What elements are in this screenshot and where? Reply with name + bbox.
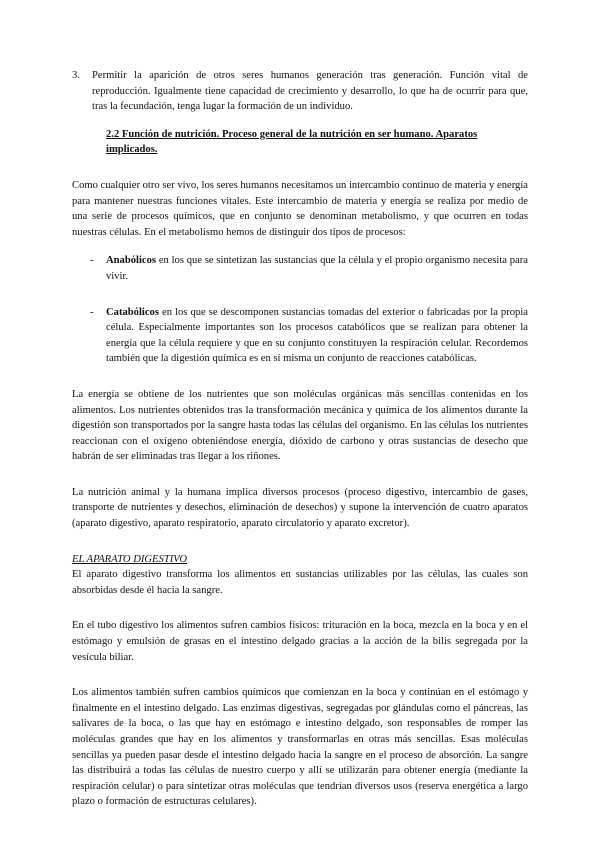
physical-changes-paragraph: En el tubo digestivo los alimentos sufren cambios físicos: trituración en la boca, mezcla en la boca y en el estómago y emulsión de grasas en el intestino delgado gracias a la acción de la bilis segregada por la vesícula biliar. — [72, 620, 528, 663]
numbered-item-3 — [72, 68, 528, 115]
term-catabolicos: Catabólicos — [106, 306, 159, 318]
energy-paragraph: La energía se obtiene de los nutrientes que son moléculas orgánicas más sencillas contenidas en los alimentos. Los nutrientes obtenidos tras la transformación mecánica y química de los alimentos durante la digestión son transportados por la sangre hasta todas las células del organismo. En las células los nutrientes reaccionan con el oxígeno obteniéndose energía, dióxido de carbono y otras sustancias de desecho que habrán de ser eliminadas tras llegar a los riñones. — [72, 388, 528, 463]
document-page — [72, 68, 528, 810]
term-anabolicos: Anabólicos — [106, 255, 157, 267]
nutrition-paragraph: La nutrición animal y la humana implica diversos procesos (proceso digestivo, intercambio de gases, transporte de nutrientes y desechos, eliminación de desechos) y supone la intervención de cuatro aparatos (aparato digestivo, aparato respiratorio, aparato circulatorio y aparato excretor). — [72, 486, 528, 530]
term-description: en los que se descomponen sustancias tomadas del exterior o fabricadas por la propia célula. Especialmente importantes son los procesos catabólicos que se realizan para obtener la energía que la célula requiere y que en su conjunto constituyen la respiración celular. Recordemos también que la digestión química es en sí misma un conjunto de reacciones catabólicas. — [106, 306, 528, 365]
dash-bullet: - — [90, 255, 94, 267]
list-item-anabolicos — [72, 253, 528, 284]
list-item-catabolicos — [72, 305, 528, 367]
item-number: 3. — [72, 70, 80, 81]
digestive-heading: EL APARATO DIGESTIVO — [72, 553, 188, 565]
item-text: Permitir la aparición de otros seres humanos generación tras generación. Función vital de reproducción. Igualmente tiene capacidad de crecimiento y desarrollo, lo que ha de ocurrir para que, tras la fecundación, tenga lugar la formación de un individuo. — [92, 70, 528, 113]
digestive-intro: El aparato digestivo transforma los alimentos en sustancias utilizables por las células, las cuales son absorbidas desde él hacia la sangre. — [72, 569, 528, 596]
chemical-changes-paragraph: Los alimentos también sufren cambios químicos que comienzan en la boca y continúan en el estómago y finalmente en el intestino delgado. Las enzimas digestivas, segregadas por glándulas como el páncreas, las salivares de la boca, o las que hay en estómago e intestino delgado, son responsables de romper las moléculas grandes que hay en los alimentos y transformarlas en otras más sencillas. Esas moléculas sencillas ya pueden pasar desde el intestino delgado hacia la sangre en el proceso de absorción. La sangre las distribuirá a todas las células de nuestro cuerpo y allí se utilizarán para obtener energía (mediante la respiración celular) o para sintetizar otras moléculas que tendrían diversos usos (reserva energética a largo plazo o formación de estructuras celulares). — [72, 687, 528, 808]
section-heading: 2.2 Función de nutrición. Proceso general de la nutrición en ser humano. Aparatos implicados. — [106, 128, 478, 156]
intro-paragraph: Como cualquier otro ser vivo, los seres humanos necesitamos un intercambio continuo de materia y energía para mantener nuestras funciones vitales. Este intercambio de materia y energía se realiza por medio de una serie de procesos químicos, que en conjunto se denominan metabolismo, y que ocurren en todas nuestras células. En el metabolismo hemos de distinguir dos tipos de procesos: — [72, 179, 528, 238]
term-description: en los que se sintetizan las sustancias que la célula y el propio organismo necesita para vivir. — [106, 255, 528, 282]
dash-bullet: - — [90, 306, 94, 318]
